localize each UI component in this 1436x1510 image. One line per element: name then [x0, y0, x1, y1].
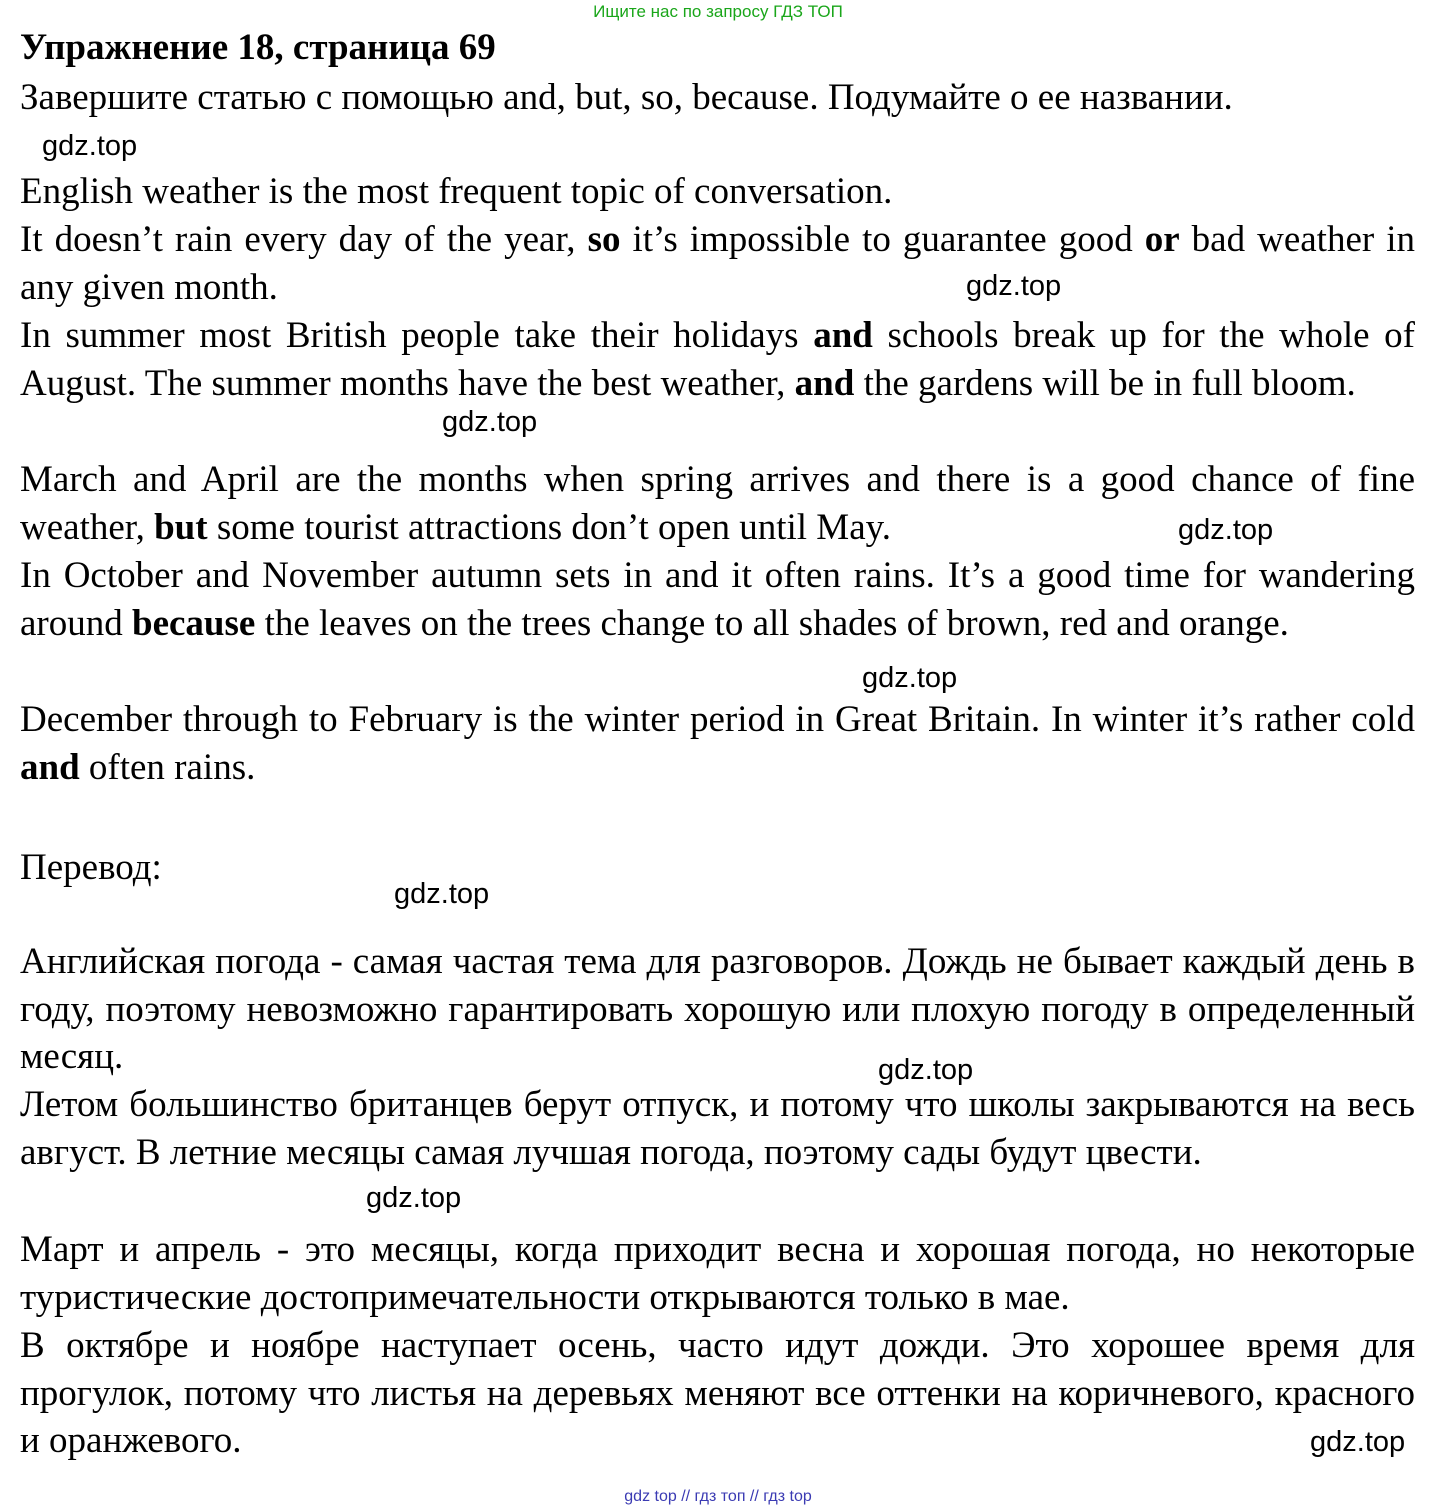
russian-paragraph-2: Летом большинство британцев берут отпуск, и потому что школы закрываются на весь август. В летние месяцы самая лучшая погода, поэтому сады будут цвести.: [20, 1084, 1415, 1173]
english-paragraph-5: In October and November autumn sets in and it often rains. It’s a good time for wandering around because the leaves on the trees change to all shades of brown, red and orange.: [20, 555, 1415, 644]
search-banner[interactable]: Ищите нас по запросу ГДЗ ТОП: [593, 2, 843, 21]
watermark: gdz.top: [394, 878, 490, 910]
russian-paragraph-4: В октябре и ноябре наступает осень, часто идут дожди. Это хорошее время для прогулок, потому что листья на деревьях меняют все оттенки на коричневого, красного и оранжевого.: [20, 1325, 1415, 1461]
russian-paragraph-1: Английская погода - самая частая тема для разговоров. Дождь не бывает каждый день в году, поэтому невозможно гарантировать хорошую или плохую погоду в определенный месяц.: [20, 941, 1415, 1077]
watermark: gdz.top: [442, 406, 538, 438]
english-paragraph-4: March and April are the months when spring arrives and there is a good chance of fine weather, but some tourist attractions don’t open until May.: [20, 459, 1415, 548]
english-paragraph-1: English weather is the most frequent topic of conversation.: [20, 171, 893, 212]
translation-label: Перевод:: [20, 847, 162, 888]
english-paragraph-3: In summer most British people take their holidays and schools break up for the whole of August. The summer months have the best weather, and the gardens will be in full bloom.: [20, 315, 1415, 404]
english-paragraph-6: December through to February is the winter period in Great Britain. In winter it’s rather cold and often rains.: [20, 699, 1415, 788]
watermark: gdz.top: [1310, 1426, 1406, 1458]
watermark: gdz.top: [1178, 514, 1274, 546]
watermark: gdz.top: [862, 662, 958, 694]
watermark: gdz.top: [966, 270, 1062, 302]
watermark: gdz.top: [42, 130, 138, 162]
task-instruction: Завершите статью с помощью and, but, so, because. Подумайте о ее названии.: [20, 77, 1233, 118]
watermark: gdz.top: [366, 1182, 462, 1214]
footer-links[interactable]: gdz top // гдз топ // гдз top: [624, 1488, 812, 1505]
russian-paragraph-3: Март и апрель - это месяцы, когда приходит весна и хорошая погода, но некоторые туристические достопримечательности открываются только в мае.: [20, 1229, 1415, 1318]
watermark: gdz.top: [878, 1054, 974, 1086]
exercise-title: Упражнение 18, страница 69: [20, 27, 496, 68]
english-paragraph-2: It doesn’t rain every day of the year, so it’s impossible to guarantee good or bad weather in any given month.: [20, 219, 1415, 308]
